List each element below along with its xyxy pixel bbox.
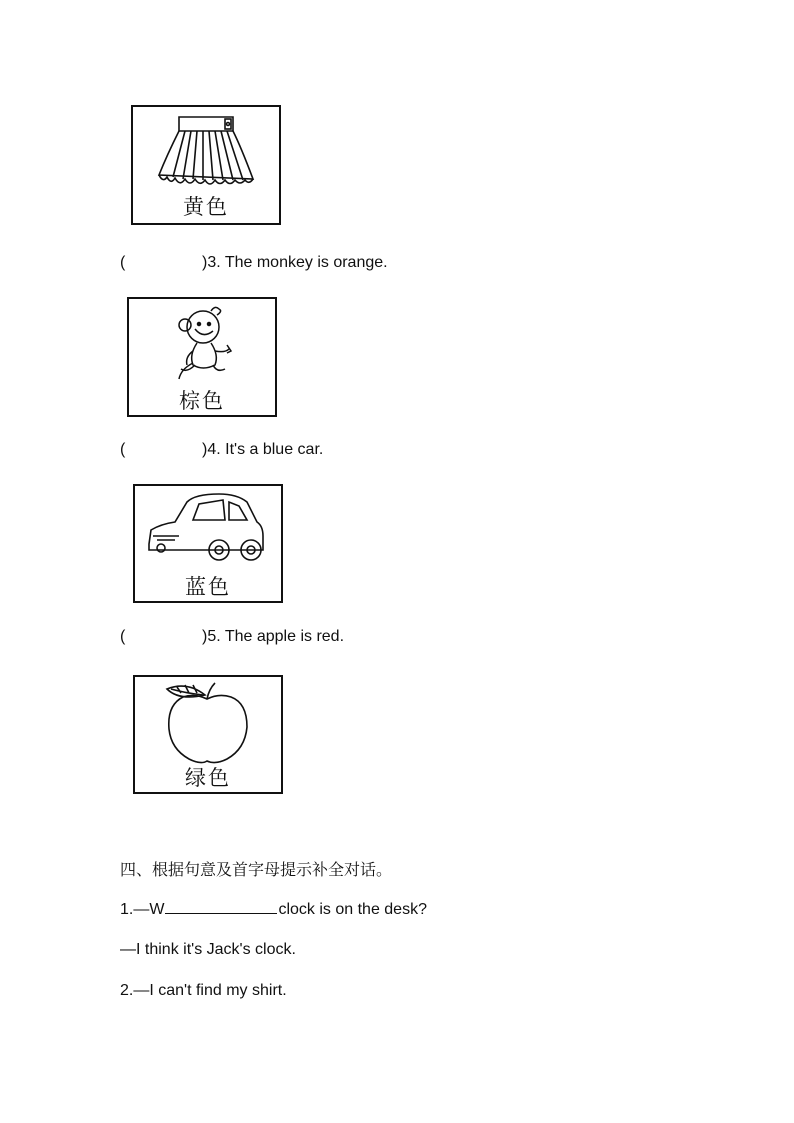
q1-suffix: clock is on the desk?	[278, 901, 427, 918]
color-caption: 蓝色	[185, 575, 231, 599]
color-caption: 绿色	[185, 766, 231, 790]
picture-box-apple	[133, 675, 283, 794]
question-4	[120, 441, 420, 461]
picture-box-monkey	[127, 297, 277, 417]
question-text: )3. The monkey is orange.	[202, 254, 388, 271]
picture-box-skirt	[131, 105, 281, 225]
answer-paren: (	[120, 628, 126, 645]
question-text: )5. The apple is red.	[202, 628, 345, 645]
question-3	[120, 254, 420, 274]
answer-blank[interactable]	[165, 899, 277, 914]
dialogue-q2: 2.—I can't find my shirt.	[120, 982, 287, 999]
dialogue-q1-answer: —I think it's Jack's clock.	[120, 941, 296, 958]
question-text: )4. It's a blue car.	[202, 441, 324, 458]
color-caption: 棕色	[179, 389, 225, 413]
section-heading: 四、根据句意及首字母提示补全对话。	[120, 860, 393, 879]
answer-paren: (	[120, 254, 126, 271]
answer-paren: (	[120, 441, 126, 458]
color-caption: 黄色	[183, 195, 229, 219]
q1-prefix: 1.—W	[120, 901, 165, 918]
picture-box-car	[133, 484, 283, 603]
dialogue-q1	[120, 899, 427, 919]
question-5	[120, 628, 420, 648]
